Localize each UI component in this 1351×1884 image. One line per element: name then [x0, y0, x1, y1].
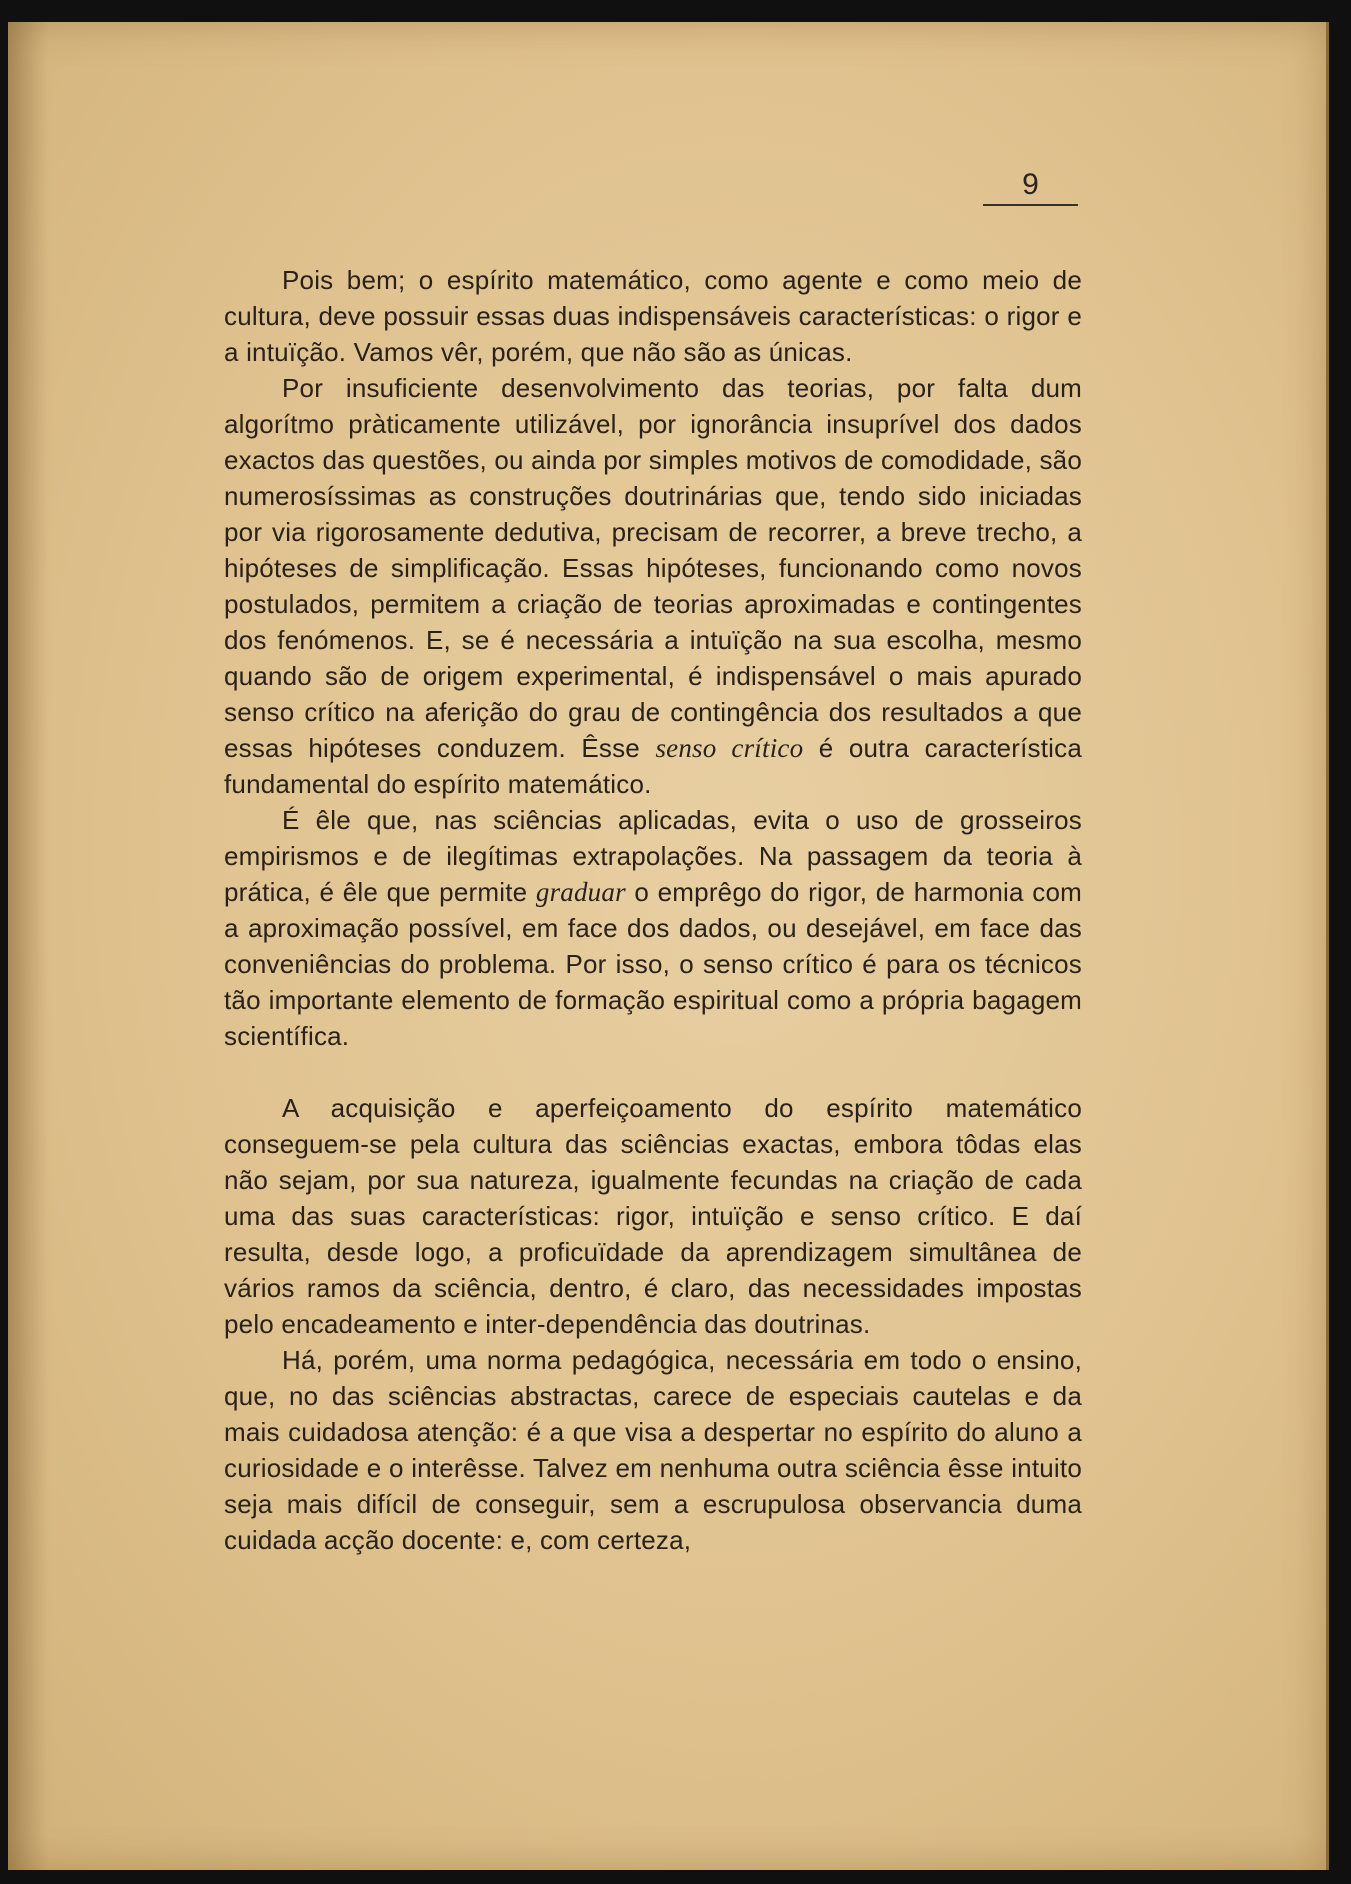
paragraph-4 [224, 1090, 1082, 1342]
italic-term-graduar: graduar [535, 877, 626, 907]
paragraph-text: o emprêgo do rigor, de harmonia com a aproximação possível, em face dos dados, ou desejável, em face das conveniências do problema. Por isso, o senso crítico é para os técnicos tão importante elemento de formação espiritual como a própria bagagem scientífica. [224, 877, 1082, 1051]
paragraph-text: É êle que, nas sciências aplicadas, evita o uso de grosseiros empirismos e de ilegítimas extrapolações. Na passagem da teoria à prática, é êle que permite [224, 805, 1082, 907]
book-page [8, 22, 1329, 1870]
paragraph-text: é outra característica fundamental do espírito matemático. [224, 733, 1082, 799]
paragraph-text: Pois bem; o espírito matemático, como agente e como meio de cultura, deve possuir essas duas indispensáveis características: o rigor e a intuïção. Vamos vêr, porém, que não são as únicas. [224, 265, 1082, 367]
paragraph-text: A acquisição e aperfeiçoamento do espírito matemático conseguem-se pela cultura das sciências exactas, embora tôdas elas não sejam, por sua natureza, igualmente fecundas na criação de cada uma das suas características: rigor, intuïção e senso crítico. E daí resulta, desde logo, a proficuïdade da aprendizagem simultânea de vários ramos da sciência, dentro, é claro, das necessidades impostas pelo encadeamento e inter-dependência das doutrinas. [224, 1093, 1082, 1339]
paragraph-5 [224, 1342, 1082, 1558]
page-binding-shadow [8, 22, 48, 1870]
paragraph-text: Por insuficiente desenvolvimento das teorias, por falta dum algorítmo pràticamente utilizável, por ignorância insuprível dos dados exactos das questões, ou ainda por simples motivos de comodidade, são numerosíssimas as construções doutrinárias que, tendo sido iniciadas por via rigorosamente dedutiva, precisam de recorrer, a breve trecho, a hipóteses de simplificação. Essas hipóteses, funcionando como novos postulados, permitem a criação de teorias aproximadas e contingentes dos fenómenos. E, se é necessária a intuïção na sua escolha, mesmo quando são de origem experimental, é indispensável o mais apurado senso crítico na aferição do grau de contingência dos resultados a que essas hipóteses conduzem. Êsse [224, 373, 1082, 763]
italic-term-senso-critico: senso crítico [655, 733, 804, 763]
paragraph-3 [224, 802, 1082, 1054]
paragraph-2 [224, 370, 1082, 802]
paragraph-1 [224, 262, 1082, 370]
page-number-rule [983, 204, 1078, 206]
body-text [224, 262, 1082, 1558]
paragraph-text: Há, porém, uma norma pedagógica, necessária em todo o ensino, que, no das sciências abstractas, carece de especiais cautelas e da mais cuidadosa atenção: é a que visa a despertar no espírito do aluno a curiosidade e o interêsse. Talvez em nenhuma outra sciência êsse intuito seja mais difícil de conseguir, sem a escrupulosa observancia duma cuidada acção docente: e, com certeza, [224, 1345, 1082, 1555]
page-number: 9 [1022, 168, 1039, 201]
